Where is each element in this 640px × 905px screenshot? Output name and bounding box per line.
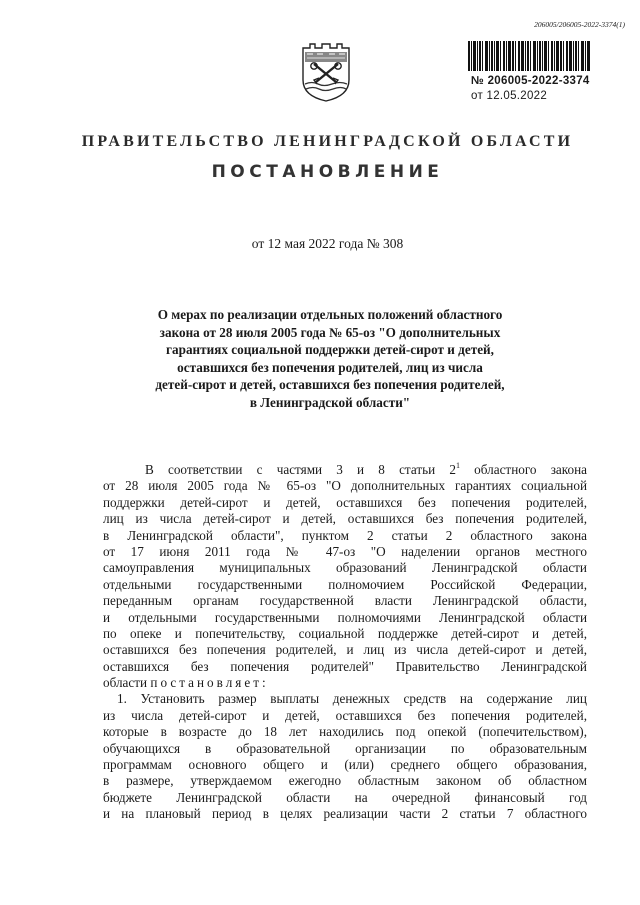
body-line: и отдельными государственными полномочиями Ленинградской области	[103, 609, 587, 625]
body-line: области постановляет:	[103, 675, 269, 691]
body-line: отдельными государственными полномочием Российской Федерации,	[103, 576, 587, 592]
body-line: в Ленинградской области", пунктом 2 статьи 2 областного закона	[103, 527, 587, 543]
organization-title: ПРАВИТЕЛЬСТВО ЛЕНИНГРАДСКОЙ ОБЛАСТИ	[81, 133, 574, 150]
point-line: обучающихся в образовательной организации по образовательным	[103, 740, 587, 756]
body-line: оставшихся без попечения родителей, и лиц из числа детей-сирот и детей,	[103, 642, 587, 658]
title-line: О мерах по реализации отдельных положений областного	[157, 307, 503, 322]
body-line: переданным органам государственной власти Ленинградской области,	[103, 593, 587, 609]
body-line: поддержки детей-сирот и детей, оставшихся без попечения родителей,	[103, 494, 587, 510]
body-line: по опеке и попечительству, социальной поддержке детей-сирот и детей,	[103, 625, 587, 641]
superscript: 1	[455, 462, 460, 470]
point-line: 1. Установить размер выплаты денежных средств на содержание лиц	[117, 691, 587, 707]
document-type: ПОСТАНОВЛЕНИЕ	[211, 162, 444, 182]
decree-body	[103, 462, 587, 823]
point-line: из числа детей-сирот и детей, оставшихся без попечения родителей,	[103, 707, 587, 723]
decree-date-number: от 12 мая 2022 года № 308	[251, 236, 404, 251]
title-line: в Ленинградской области"	[249, 394, 411, 410]
body-line: лиц из числа детей-сирот и детей, оставшихся без попечения родителей,	[103, 511, 587, 527]
title-line: закона от 28 июля 2005 года № 65-оз "О дополнительных	[159, 324, 501, 340]
point-line: программам основного общего и (или) среднего общего образования,	[103, 757, 587, 773]
resolution-word: постановляет:	[150, 675, 269, 691]
decree-title	[140, 306, 520, 412]
point-line: которые в возрасте до 18 лет находились под опекой (попечительством),	[103, 724, 587, 740]
body-line: от 17 июня 2011 года № 47-оз "О наделении органов местного	[103, 543, 587, 559]
registration-number: № 206005-2022-3374	[471, 75, 590, 87]
point-line: бюджете Ленинградской области на очередной финансовый год	[103, 789, 587, 805]
title-line: детей-сирот и детей, оставшихся без попечения родителей,	[155, 377, 505, 393]
body-line: оставшихся без попечения родителей" Правительство Ленинградской	[103, 658, 587, 674]
registration-date: от 12.05.2022	[471, 90, 548, 102]
point-line: и на плановый период в целях реализации части 2 статьи 7 областного	[103, 806, 587, 822]
body-line: самоуправления муниципальных образований Ленинградской области	[103, 560, 587, 576]
body-line: В соответствии с частями 3 и 8 статьи $2^1$ областного закона	[145, 462, 587, 477]
document-code: 206005/206005-2022-3374(1)	[534, 20, 625, 29]
title-line: оставшихся без попечения родителей, лиц из числа	[177, 359, 483, 375]
title-line: гарантиях социальной поддержки детей-сирот и детей,	[166, 342, 494, 358]
body-line: от 28 июля 2005 года № 65-оз "О дополнительных гарантиях социальной	[103, 478, 587, 494]
barcode-graphic	[468, 41, 590, 71]
point-line: в размере, утверждаемом ежегодно областным законом об областном	[103, 773, 587, 789]
coat-of-arms-emblem	[300, 40, 352, 102]
